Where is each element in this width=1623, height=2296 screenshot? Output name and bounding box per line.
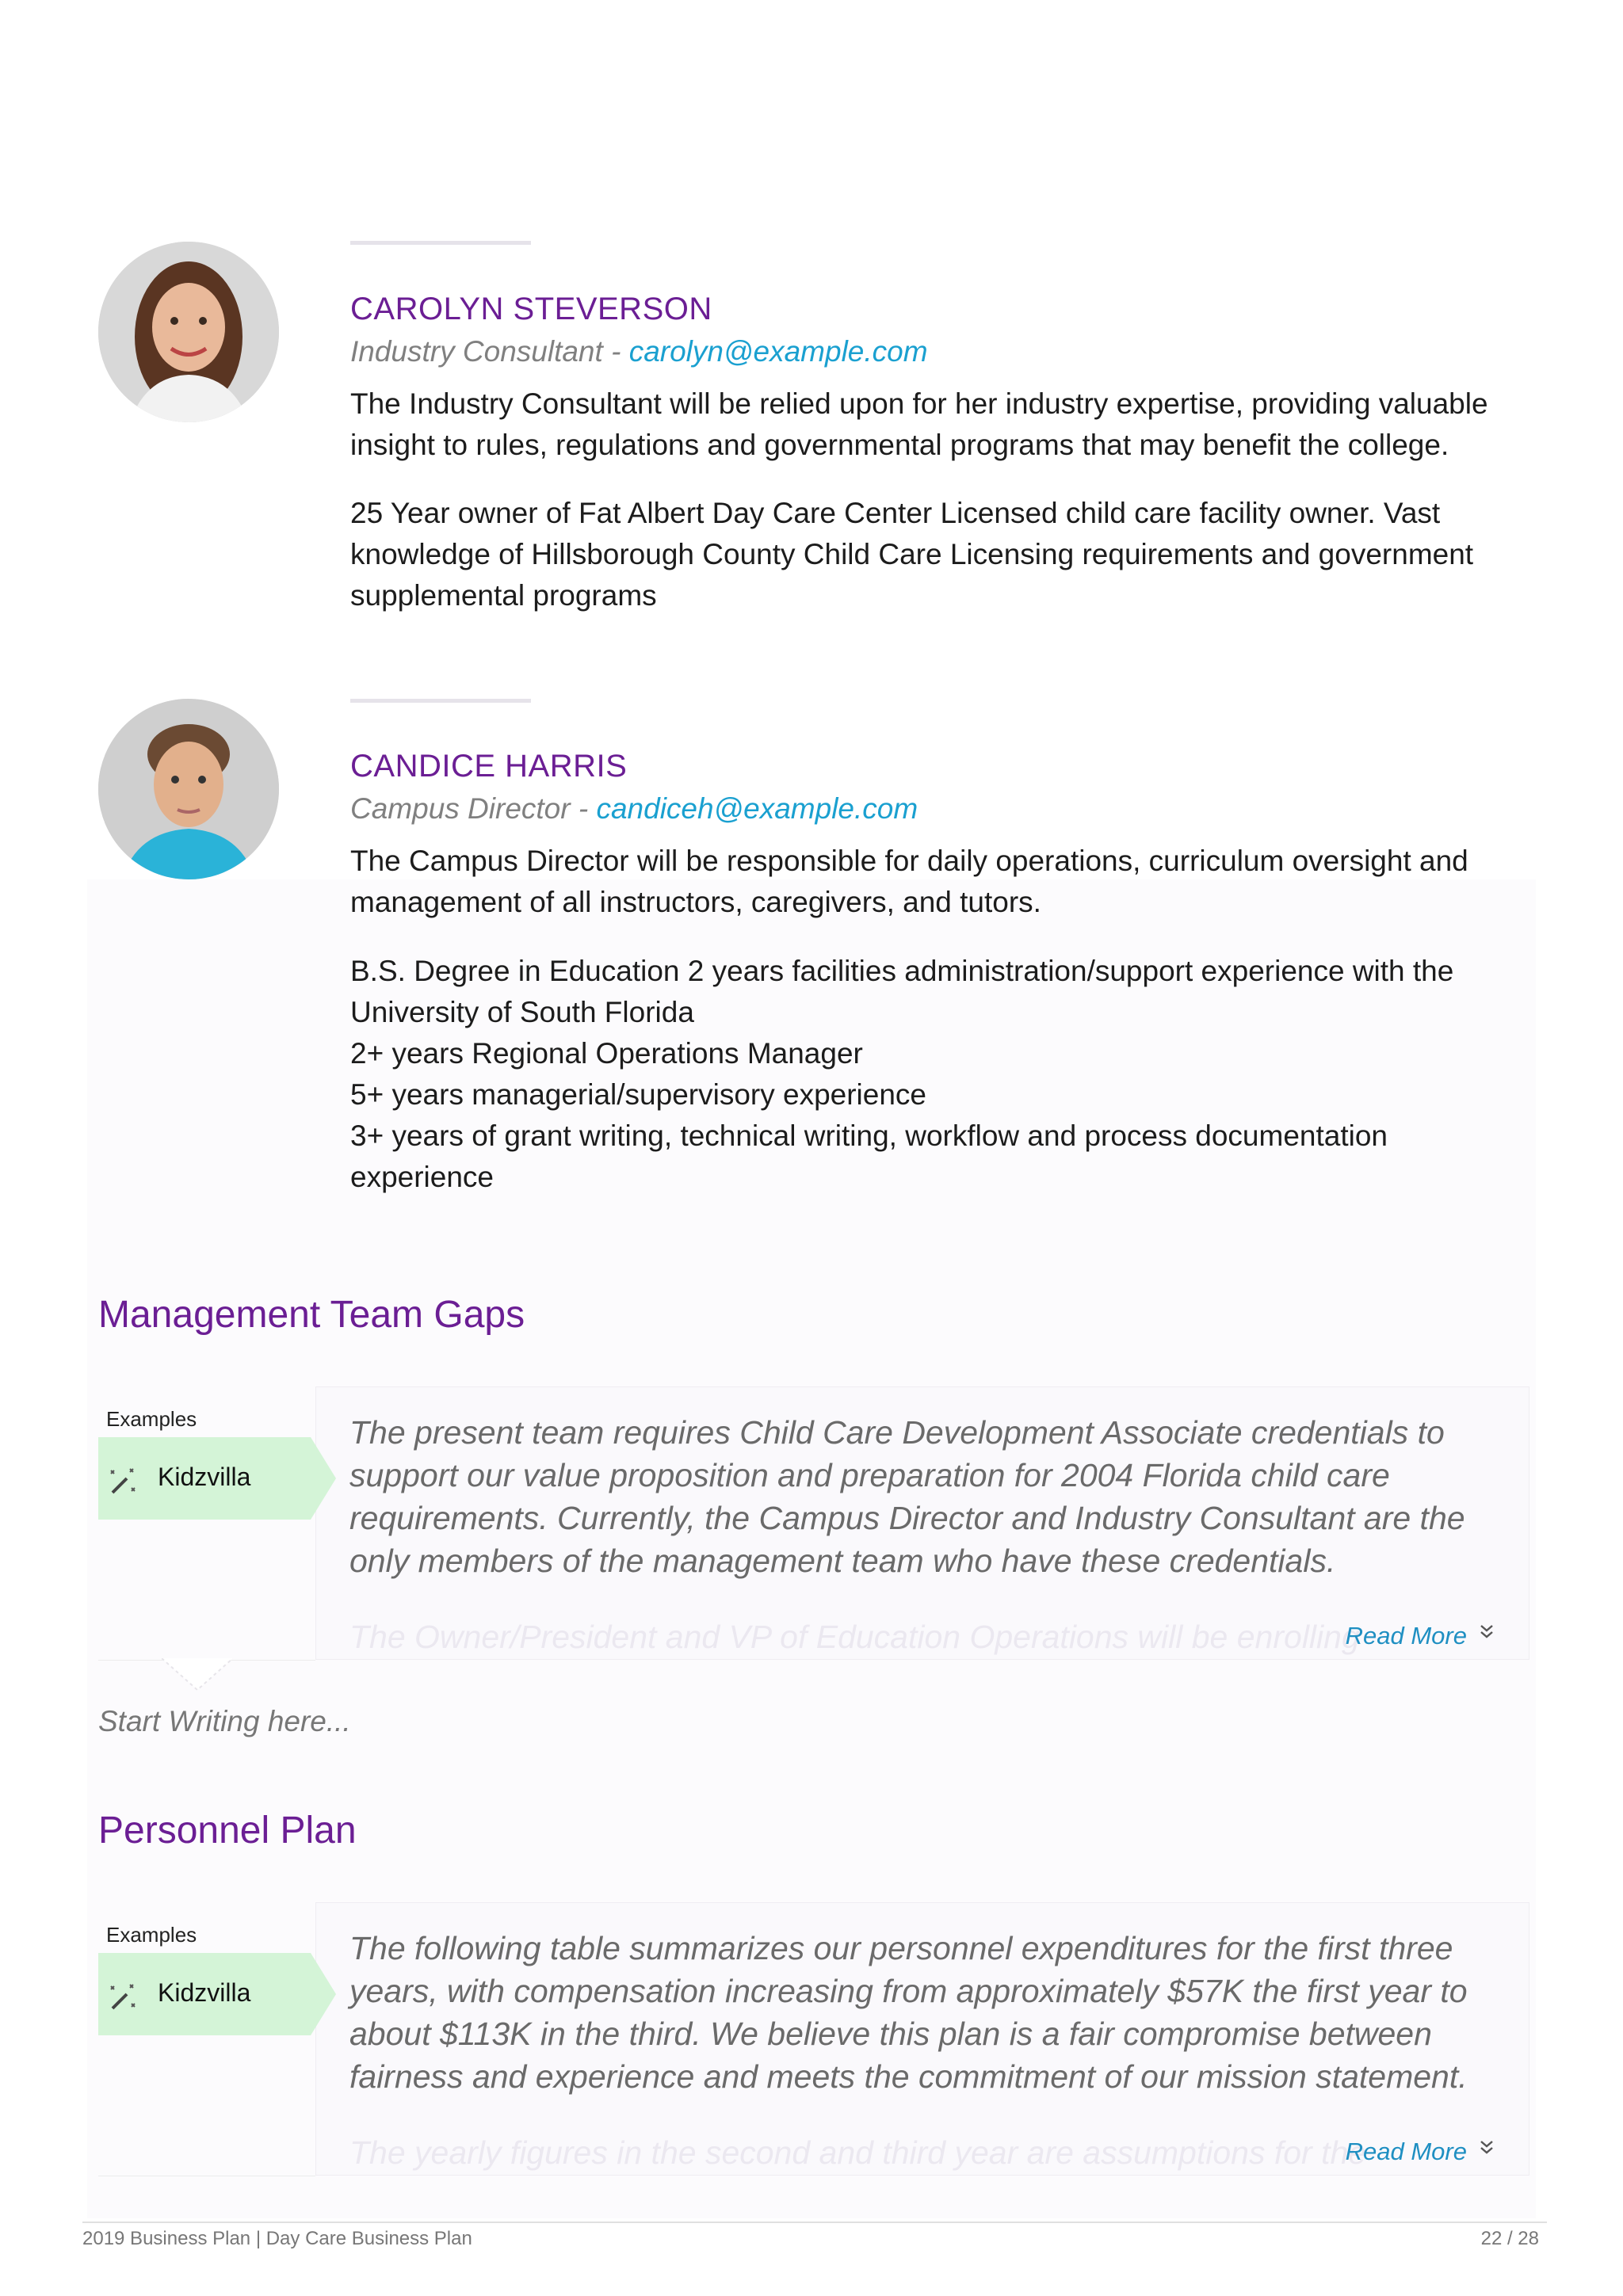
read-more-link[interactable]: Read More <box>1345 1622 1467 1650</box>
example-text <box>349 1927 1499 2098</box>
footer-document-title: 2019 Business Plan | Day Care Business Plan <box>82 2228 472 2249</box>
magic-wand-icon <box>108 1981 139 2013</box>
example-content <box>315 1386 1529 1660</box>
section-title-personnel-plan: Personnel Plan <box>98 1810 357 1852</box>
text-line: The Industry Consultant will be relied upon for her industry expertise, providing valuable <box>350 387 1488 420</box>
member-name: CAROLYN STEVERSON <box>350 292 712 326</box>
member-name: CANDICE HARRIS <box>350 749 628 784</box>
avatar <box>98 699 279 879</box>
text-line: fairness and experience and meets the commitment of our mission statement. <box>349 2058 1468 2095</box>
role-title: Industry Consultant <box>350 335 603 368</box>
avatar-portrait-icon <box>98 699 279 879</box>
text-line: The present team requires Child Care Development Associate credentials to <box>349 1414 1445 1451</box>
text-line: only members of the management team who have these credentials. <box>349 1543 1336 1579</box>
text-line: 25 Year owner of Fat Albert Day Care Center Licensed child care facility owner. Vast <box>350 497 1441 529</box>
magic-wand-icon <box>108 1466 139 1497</box>
read-more-link[interactable]: Read More <box>1345 2138 1467 2165</box>
text-line: The following table summarizes our personnel expenditures for the first three <box>349 1930 1453 1966</box>
double-chevron-down-icon[interactable] <box>1476 2138 1497 2158</box>
examples-label: Examples <box>106 1407 197 1431</box>
examples-box <box>98 1386 1528 1660</box>
example-faded-line: The Owner/President and VP of Education Operations will be enrolling <box>349 1619 1360 1655</box>
tab-label: Kidzvilla <box>158 1463 251 1491</box>
example-faded-line: The yearly figures in the second and third year are assumptions for the <box>349 2134 1367 2171</box>
text-line: 2+ years Regional Operations Manager <box>350 1037 863 1070</box>
member-paragraph <box>350 841 1523 923</box>
text-line: 5+ years managerial/supervisory experience <box>350 1078 927 1111</box>
text-line: knowledge of Hillsborough County Child Care Licensing requirements and government <box>350 538 1474 570</box>
footer-rule <box>82 2222 1547 2223</box>
role-separator: - <box>602 335 629 368</box>
member-paragraph <box>350 493 1523 616</box>
member-role <box>350 335 928 368</box>
avatar-portrait-icon <box>98 242 279 422</box>
member-role <box>350 792 918 826</box>
text-line: about $113K in the third. We believe this plan is a fair compromise between <box>349 2016 1432 2052</box>
examples-sidebar <box>98 1386 315 1661</box>
email-link[interactable]: candiceh@example.com <box>596 792 918 825</box>
section-title-management-team-gaps: Management Team Gaps <box>98 1294 525 1336</box>
divider-rule <box>350 241 531 245</box>
example-tab-kidzvilla[interactable] <box>98 1437 336 1520</box>
text-line: supplemental programs <box>350 579 657 612</box>
text-line: insight to rules, regulations and governmental programs that may benefit the college. <box>350 429 1449 461</box>
text-line: years, with compensation increasing from approximately $57K the first year to <box>349 1973 1468 2009</box>
member-paragraph <box>350 951 1523 1198</box>
text-line: requirements. Currently, the Campus Director and Industry Consultant are the <box>349 1500 1465 1536</box>
text-line: B.S. Degree in Education 2 years facilities administration/support experience with the <box>350 955 1454 987</box>
text-line: support our value proposition and preparation for 2004 Florida child care <box>349 1457 1390 1493</box>
double-chevron-down-icon[interactable] <box>1476 1622 1497 1642</box>
example-text <box>349 1411 1499 1582</box>
examples-box <box>98 1902 1528 2176</box>
text-line: experience <box>350 1161 495 1193</box>
avatar <box>98 242 279 422</box>
email-link[interactable]: carolyn@example.com <box>628 335 928 368</box>
role-separator: - <box>570 792 597 825</box>
divider-rule <box>350 699 531 703</box>
start-writing-placeholder[interactable]: Start Writing here... <box>98 1705 351 1737</box>
example-content <box>315 1902 1529 2176</box>
text-line: 3+ years of grant writing, technical writing, workflow and process documentation <box>350 1119 1388 1152</box>
member-paragraph <box>350 383 1523 466</box>
role-title: Campus Director <box>350 792 571 825</box>
text-line: management of all instructors, caregivers, and tutors. <box>350 886 1041 918</box>
examples-sidebar <box>98 1902 315 2176</box>
footer-page-number: 22 / 28 <box>1480 2228 1539 2249</box>
callout-pointer <box>162 1658 233 1691</box>
text-line: The Campus Director will be responsible for daily operations, curriculum oversight and <box>350 845 1468 877</box>
text-line: University of South Florida <box>350 996 694 1028</box>
tab-label: Kidzvilla <box>158 1978 251 2007</box>
examples-label: Examples <box>106 1923 197 1947</box>
example-tab-kidzvilla[interactable] <box>98 1953 336 2035</box>
